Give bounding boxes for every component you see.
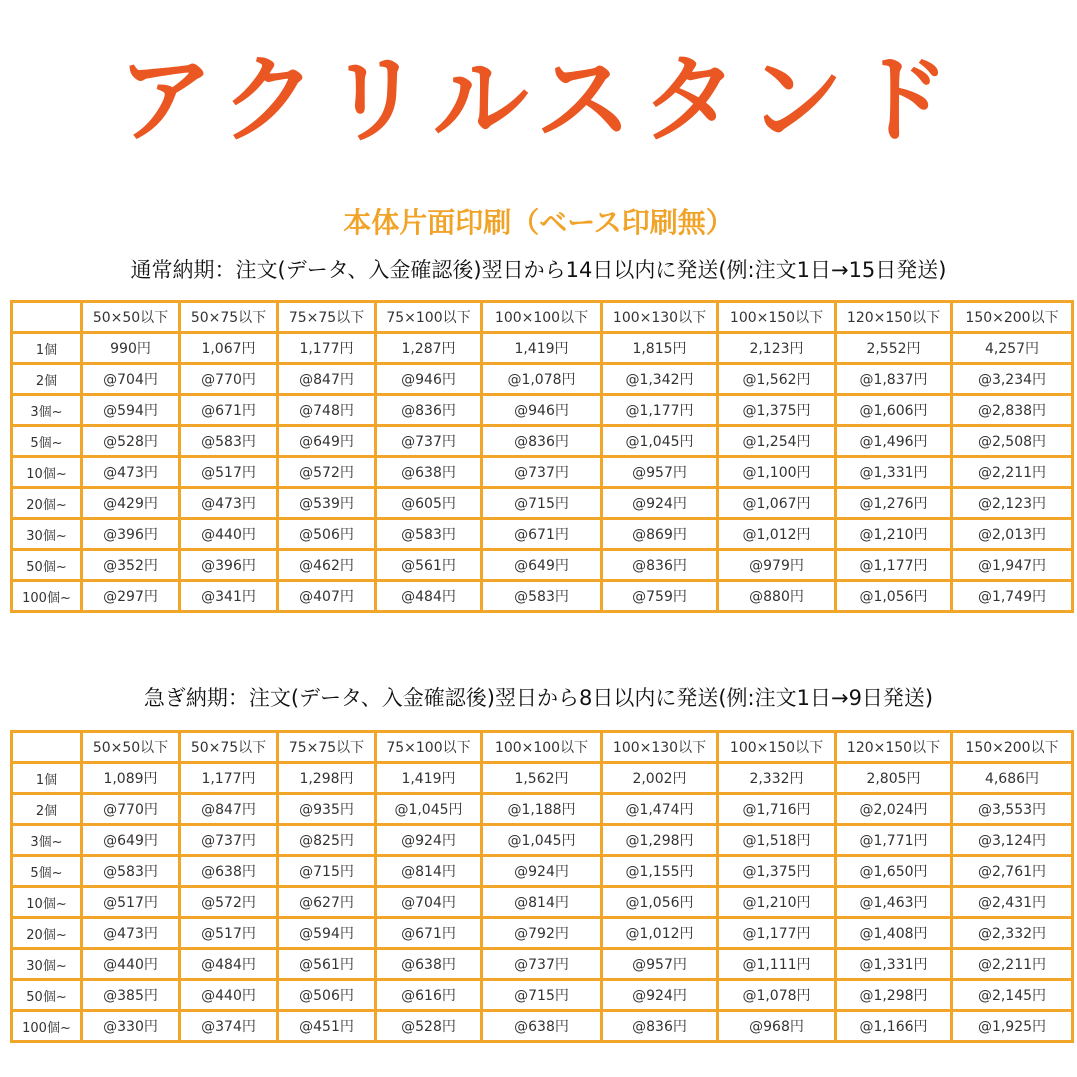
- price-cell: @737円: [482, 457, 602, 488]
- price-cell: @1,947円: [952, 550, 1073, 581]
- price-cell: @737円: [482, 949, 602, 980]
- price-cell: @572円: [180, 887, 278, 918]
- quantity-label-cell: 5個~: [12, 856, 82, 887]
- price-cell: @671円: [180, 395, 278, 426]
- quantity-label-cell: 30個~: [12, 949, 82, 980]
- price-cell: @1,045円: [602, 426, 718, 457]
- price-cell: 2,805円: [836, 763, 952, 794]
- price-cell: @1,298円: [836, 980, 952, 1011]
- price-cell: @1,474円: [602, 794, 718, 825]
- price-cell: 1,177円: [180, 763, 278, 794]
- price-cell: 1,177円: [278, 333, 376, 364]
- table-row: [12, 1011, 1073, 1042]
- price-cell: @748円: [278, 395, 376, 426]
- price-cell: @946円: [482, 395, 602, 426]
- price-cell: @792円: [482, 918, 602, 949]
- price-cell: @1,342円: [602, 364, 718, 395]
- price-cell: 1,298円: [278, 763, 376, 794]
- table-row: [12, 825, 1073, 856]
- table-row: [12, 763, 1073, 794]
- price-cell: @1,496円: [836, 426, 952, 457]
- size-header-cell: 120×150以下: [836, 732, 952, 763]
- price-cell: @649円: [482, 550, 602, 581]
- price-cell: @1,045円: [482, 825, 602, 856]
- table-row: [12, 457, 1073, 488]
- table-row: [12, 887, 1073, 918]
- price-cell: @473円: [82, 457, 180, 488]
- price-cell: @1,650円: [836, 856, 952, 887]
- price-cell: @594円: [278, 918, 376, 949]
- quantity-label-cell: 10個~: [12, 887, 82, 918]
- price-cell: @814円: [482, 887, 602, 918]
- price-cell: @1,771円: [836, 825, 952, 856]
- price-cell: @528円: [82, 426, 180, 457]
- price-cell: @627円: [278, 887, 376, 918]
- price-cell: @396円: [82, 519, 180, 550]
- price-cell: @638円: [376, 949, 482, 980]
- price-cell: @506円: [278, 519, 376, 550]
- price-cell: @825円: [278, 825, 376, 856]
- price-cell: @473円: [180, 488, 278, 519]
- price-cell: @3,124円: [952, 825, 1073, 856]
- price-cell: @2,024円: [836, 794, 952, 825]
- table-row: [12, 426, 1073, 457]
- price-cell: @2,332円: [952, 918, 1073, 949]
- price-cell: @528円: [376, 1011, 482, 1042]
- table-row: [12, 581, 1073, 612]
- header-corner-cell: [12, 732, 82, 763]
- header-corner-cell: [12, 302, 82, 333]
- price-cell: @957円: [602, 457, 718, 488]
- size-header-cell: 100×100以下: [482, 302, 602, 333]
- price-cell: @484円: [180, 949, 278, 980]
- price-cell: @1,408円: [836, 918, 952, 949]
- quantity-label-cell: 50個~: [12, 980, 82, 1011]
- normal-price-table: [10, 300, 1074, 613]
- price-cell: @429円: [82, 488, 180, 519]
- normal-delivery-note: 通常納期：注文(データ、入金確認後)翌日から14日以内に発送(例:注文1日→15日発送): [130, 258, 947, 282]
- price-cell: @1,749円: [952, 581, 1073, 612]
- price-cell: @638円: [376, 457, 482, 488]
- price-cell: @737円: [180, 825, 278, 856]
- price-cell: @671円: [376, 918, 482, 949]
- price-cell: @517円: [180, 918, 278, 949]
- price-cell: @473円: [82, 918, 180, 949]
- price-cell: @836円: [602, 550, 718, 581]
- price-cell: @638円: [482, 1011, 602, 1042]
- size-header-cell: 150×200以下: [952, 732, 1073, 763]
- price-cell: @704円: [376, 887, 482, 918]
- price-cell: @924円: [602, 980, 718, 1011]
- print-type-subtitle: 本体片面印刷（ベース印刷無）: [343, 206, 734, 239]
- table-row: [12, 364, 1073, 395]
- price-cell: 1,815円: [602, 333, 718, 364]
- size-header-cell: 120×150以下: [836, 302, 952, 333]
- table-row: [12, 519, 1073, 550]
- size-header-cell: 50×50以下: [82, 732, 180, 763]
- price-cell: @1,177円: [718, 918, 836, 949]
- size-header-cell: 100×100以下: [482, 732, 602, 763]
- price-cell: @3,234円: [952, 364, 1073, 395]
- price-cell: @583円: [376, 519, 482, 550]
- price-cell: @583円: [180, 426, 278, 457]
- table-row: [12, 949, 1073, 980]
- price-cell: @924円: [376, 825, 482, 856]
- price-cell: @374円: [180, 1011, 278, 1042]
- price-cell: @1,298円: [602, 825, 718, 856]
- price-cell: 1,287円: [376, 333, 482, 364]
- quantity-label-cell: 1個: [12, 763, 82, 794]
- size-header-cell: 50×50以下: [82, 302, 180, 333]
- price-cell: @649円: [82, 825, 180, 856]
- price-cell: @847円: [180, 794, 278, 825]
- quantity-label-cell: 3個~: [12, 395, 82, 426]
- price-cell: @616円: [376, 980, 482, 1011]
- price-cell: 2,552円: [836, 333, 952, 364]
- quantity-label-cell: 20個~: [12, 918, 82, 949]
- size-header-cell: 75×100以下: [376, 302, 482, 333]
- price-cell: @352円: [82, 550, 180, 581]
- price-cell: @1,210円: [718, 887, 836, 918]
- rush-price-table: [10, 730, 1074, 1043]
- price-cell: @638円: [180, 856, 278, 887]
- price-cell: 1,419円: [376, 763, 482, 794]
- price-cell: @396円: [180, 550, 278, 581]
- price-cell: @440円: [180, 980, 278, 1011]
- price-cell: @1,177円: [836, 550, 952, 581]
- price-cell: @1,155円: [602, 856, 718, 887]
- price-cell: @946円: [376, 364, 482, 395]
- quantity-label-cell: 30個~: [12, 519, 82, 550]
- table-row: [12, 794, 1073, 825]
- price-cell: @847円: [278, 364, 376, 395]
- size-header-cell: 100×130以下: [602, 302, 718, 333]
- price-cell: 990円: [82, 333, 180, 364]
- price-cell: @1,375円: [718, 395, 836, 426]
- table-row: [12, 918, 1073, 949]
- price-cell: @880円: [718, 581, 836, 612]
- table-header-row: [12, 732, 1073, 763]
- size-header-cell: 75×75以下: [278, 302, 376, 333]
- price-cell: @2,431円: [952, 887, 1073, 918]
- price-cell: @836円: [602, 1011, 718, 1042]
- price-cell: @1,056円: [836, 581, 952, 612]
- price-cell: @704円: [82, 364, 180, 395]
- price-cell: @2,145円: [952, 980, 1073, 1011]
- size-header-cell: 150×200以下: [952, 302, 1073, 333]
- price-cell: @462円: [278, 550, 376, 581]
- price-cell: @1,067円: [718, 488, 836, 519]
- size-header-cell: 75×100以下: [376, 732, 482, 763]
- price-cell: @1,111円: [718, 949, 836, 980]
- price-cell: @869円: [602, 519, 718, 550]
- price-cell: @1,056円: [602, 887, 718, 918]
- price-cell: @2,211円: [952, 457, 1073, 488]
- price-cell: @1,045円: [376, 794, 482, 825]
- table-row: [12, 550, 1073, 581]
- quantity-label-cell: 2個: [12, 794, 82, 825]
- page-title: アクリルスタンド: [117, 44, 960, 156]
- price-cell: @671円: [482, 519, 602, 550]
- price-cell: @715円: [482, 488, 602, 519]
- price-cell: @561円: [376, 550, 482, 581]
- price-cell: @1,166円: [836, 1011, 952, 1042]
- price-cell: @715円: [482, 980, 602, 1011]
- price-cell: @3,553円: [952, 794, 1073, 825]
- price-cell: @715円: [278, 856, 376, 887]
- price-cell: @583円: [482, 581, 602, 612]
- price-cell: 2,332円: [718, 763, 836, 794]
- price-cell: @561円: [278, 949, 376, 980]
- price-cell: @770円: [180, 364, 278, 395]
- price-cell: @1,078円: [718, 980, 836, 1011]
- price-cell: @517円: [180, 457, 278, 488]
- price-cell: @341円: [180, 581, 278, 612]
- price-cell: @1,562円: [718, 364, 836, 395]
- price-cell: @1,012円: [602, 918, 718, 949]
- price-cell: 1,089円: [82, 763, 180, 794]
- quantity-label-cell: 100個~: [12, 1011, 82, 1042]
- quantity-label-cell: 1個: [12, 333, 82, 364]
- price-cell: @1,606円: [836, 395, 952, 426]
- size-header-cell: 100×150以下: [718, 732, 836, 763]
- price-cell: @968円: [718, 1011, 836, 1042]
- table-row: [12, 333, 1073, 364]
- price-cell: @814円: [376, 856, 482, 887]
- price-cell: @1,276円: [836, 488, 952, 519]
- price-cell: @1,925円: [952, 1011, 1073, 1042]
- price-cell: @924円: [482, 856, 602, 887]
- size-header-cell: 100×130以下: [602, 732, 718, 763]
- price-cell: @407円: [278, 581, 376, 612]
- price-cell: 1,562円: [482, 763, 602, 794]
- price-cell: @1,012円: [718, 519, 836, 550]
- price-cell: @517円: [82, 887, 180, 918]
- price-cell: @2,838円: [952, 395, 1073, 426]
- price-cell: @1,331円: [836, 457, 952, 488]
- price-cell: @957円: [602, 949, 718, 980]
- price-cell: @440円: [180, 519, 278, 550]
- price-cell: @2,123円: [952, 488, 1073, 519]
- quantity-label-cell: 20個~: [12, 488, 82, 519]
- quantity-label-cell: 5個~: [12, 426, 82, 457]
- price-cell: @583円: [82, 856, 180, 887]
- price-cell: @2,761円: [952, 856, 1073, 887]
- price-cell: @1,188円: [482, 794, 602, 825]
- price-cell: @836円: [482, 426, 602, 457]
- size-header-cell: 50×75以下: [180, 302, 278, 333]
- price-cell: 1,419円: [482, 333, 602, 364]
- price-cell: @649円: [278, 426, 376, 457]
- price-cell: @1,837円: [836, 364, 952, 395]
- price-cell: @605円: [376, 488, 482, 519]
- price-cell: @484円: [376, 581, 482, 612]
- price-cell: @1,716円: [718, 794, 836, 825]
- price-cell: @1,375円: [718, 856, 836, 887]
- price-cell: @979円: [718, 550, 836, 581]
- price-cell: 2,123円: [718, 333, 836, 364]
- price-cell: @506円: [278, 980, 376, 1011]
- price-cell: @1,331円: [836, 949, 952, 980]
- quantity-label-cell: 100個~: [12, 581, 82, 612]
- price-cell: @1,100円: [718, 457, 836, 488]
- price-cell: @737円: [376, 426, 482, 457]
- size-header-cell: 75×75以下: [278, 732, 376, 763]
- quantity-label-cell: 2個: [12, 364, 82, 395]
- quantity-label-cell: 10個~: [12, 457, 82, 488]
- price-cell: 4,686円: [952, 763, 1073, 794]
- price-cell: 2,002円: [602, 763, 718, 794]
- price-cell: @451円: [278, 1011, 376, 1042]
- size-header-cell: 50×75以下: [180, 732, 278, 763]
- price-cell: 1,067円: [180, 333, 278, 364]
- quantity-label-cell: 50個~: [12, 550, 82, 581]
- price-cell: @440円: [82, 949, 180, 980]
- price-cell: @836円: [376, 395, 482, 426]
- price-cell: @385円: [82, 980, 180, 1011]
- quantity-label-cell: 3個~: [12, 825, 82, 856]
- price-cell: @594円: [82, 395, 180, 426]
- price-cell: @572円: [278, 457, 376, 488]
- rush-delivery-note: 急ぎ納期：注文(データ、入金確認後)翌日から8日以内に発送(例:注文1日→9日発送): [143, 686, 934, 710]
- price-cell: @1,518円: [718, 825, 836, 856]
- price-cell: @924円: [602, 488, 718, 519]
- price-cell: @935円: [278, 794, 376, 825]
- price-cell: @2,211円: [952, 949, 1073, 980]
- price-cell: @1,463円: [836, 887, 952, 918]
- price-cell: @297円: [82, 581, 180, 612]
- price-cell: @330円: [82, 1011, 180, 1042]
- price-cell: @2,508円: [952, 426, 1073, 457]
- price-cell: @1,254円: [718, 426, 836, 457]
- table-row: [12, 488, 1073, 519]
- price-cell: @1,210円: [836, 519, 952, 550]
- size-header-cell: 100×150以下: [718, 302, 836, 333]
- price-cell: @1,078円: [482, 364, 602, 395]
- table-row: [12, 980, 1073, 1011]
- price-cell: @759円: [602, 581, 718, 612]
- price-cell: @770円: [82, 794, 180, 825]
- price-cell: @2,013円: [952, 519, 1073, 550]
- table-header-row: [12, 302, 1073, 333]
- price-cell: @1,177円: [602, 395, 718, 426]
- table-row: [12, 395, 1073, 426]
- table-row: [12, 856, 1073, 887]
- price-cell: @539円: [278, 488, 376, 519]
- price-cell: 4,257円: [952, 333, 1073, 364]
